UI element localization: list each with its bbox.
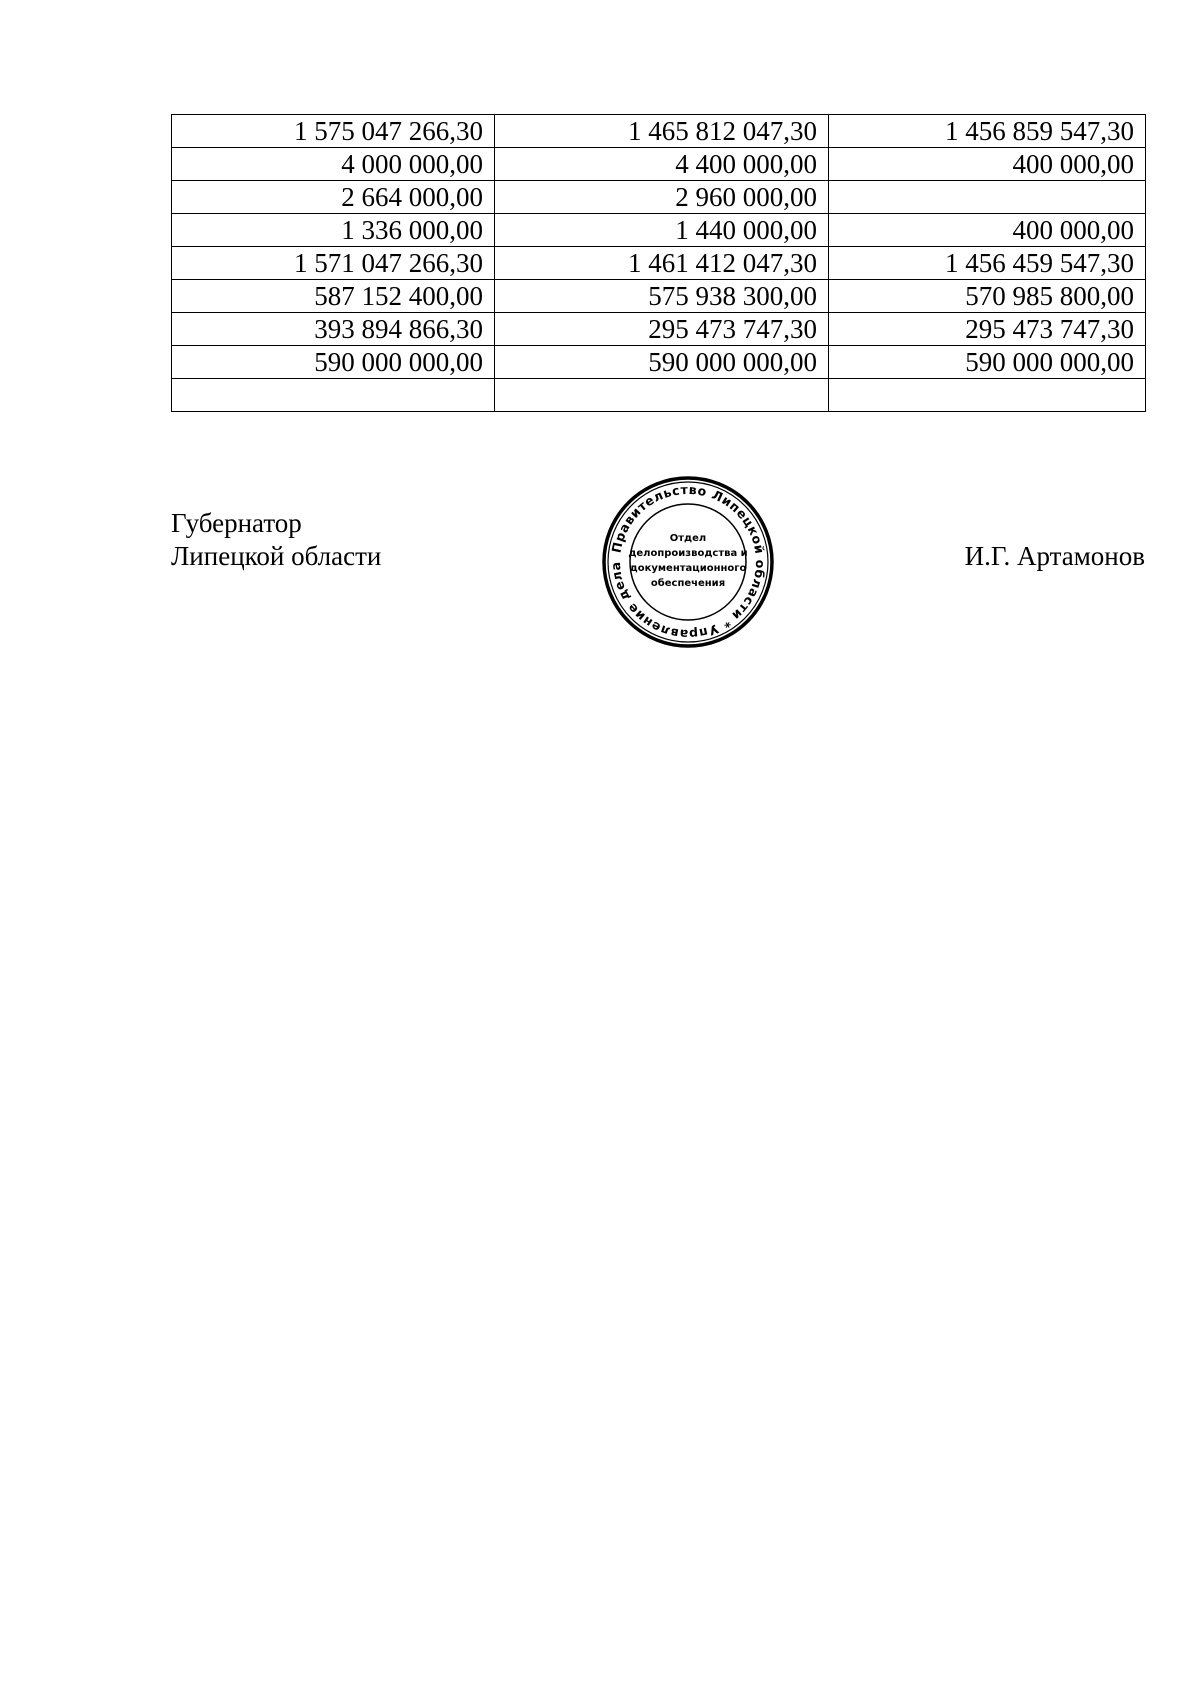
table-row (172, 379, 1146, 412)
table-cell: 1 336 000,00 (172, 214, 495, 247)
seal-inner-line-1: Отдел (669, 533, 707, 544)
table-cell: 393 894 866,30 (172, 313, 495, 346)
position-line-2: Липецкой области (171, 541, 382, 571)
seal-outer-ring (604, 478, 772, 646)
seal-inner-line-4: обеспечения (650, 578, 726, 589)
table-cell: 4 400 000,00 (495, 148, 829, 181)
table-cell (829, 379, 1146, 412)
table-row (172, 346, 1146, 379)
table-row (172, 313, 1146, 346)
table-cell (495, 379, 829, 412)
table-cell: 1 465 812 047,30 (495, 115, 829, 148)
table-row (172, 214, 1146, 247)
table-cell: 590 000 000,00 (495, 346, 829, 379)
table-row (172, 115, 1146, 148)
seal-inner-line-2: делопроизводства и (628, 548, 748, 559)
table-cell: 1 571 047 266,30 (172, 247, 495, 280)
table-row (172, 181, 1146, 214)
seal-inner-line-3: документационного (629, 563, 747, 574)
seal-graphic (601, 475, 775, 649)
table-row (172, 280, 1146, 313)
seal-outer-text: Правительство Липецкой области * Управление дела (607, 481, 769, 643)
table-cell: 400 000,00 (829, 148, 1146, 181)
table-cell: 295 473 747,30 (495, 313, 829, 346)
table-cell: 4 000 000,00 (172, 148, 495, 181)
table-cell: 1 461 412 047,30 (495, 247, 829, 280)
table-cell: 590 000 000,00 (829, 346, 1146, 379)
table-cell: 2 960 000,00 (495, 181, 829, 214)
table-cell: 590 000 000,00 (172, 346, 495, 379)
table-cell: 400 000,00 (829, 214, 1146, 247)
signatory-position (171, 507, 381, 573)
official-seal (601, 475, 775, 649)
table-row (172, 247, 1146, 280)
table-cell (172, 379, 495, 412)
signatory-name: И.Г. Артамонов (964, 541, 1145, 571)
table-cell: 570 985 800,00 (829, 280, 1146, 313)
position-line-1: Губернатор (171, 508, 302, 538)
table-cell: 587 152 400,00 (172, 280, 495, 313)
table-cell: 1 456 859 547,30 (829, 115, 1146, 148)
table-cell: 575 938 300,00 (495, 280, 829, 313)
table-cell: 1 440 000,00 (495, 214, 829, 247)
table-cell: 2 664 000,00 (172, 181, 495, 214)
seal-inner-ring (630, 504, 746, 620)
table-cell: 1 456 459 547,30 (829, 247, 1146, 280)
budget-table (171, 114, 1146, 412)
table-row (172, 148, 1146, 181)
table-cell (829, 181, 1146, 214)
table-cell: 295 473 747,30 (829, 313, 1146, 346)
table-cell: 1 575 047 266,30 (172, 115, 495, 148)
